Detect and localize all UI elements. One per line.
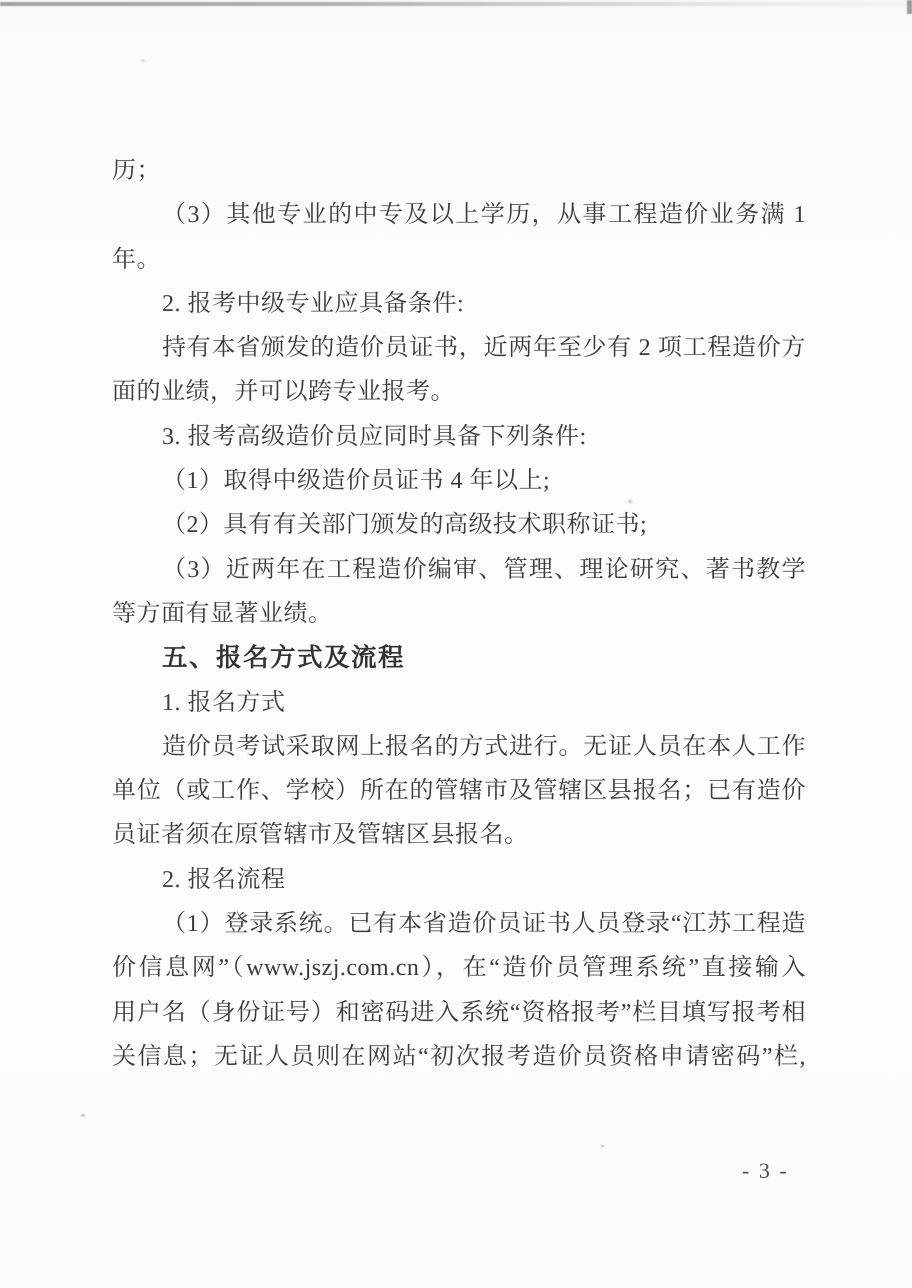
- scan-corner-artifact: [907, 0, 912, 14]
- text-line: 关信息；无证人员则在网站“初次报考造价员资格申请密码”栏,: [112, 1043, 806, 1070]
- text-line: 2. 报考中级专业应具备条件:: [162, 290, 465, 317]
- text-line: 年。: [112, 246, 161, 273]
- text-line: 1. 报名方式: [162, 689, 286, 716]
- text-line: 面的业绩，并可以跨专业报考。: [112, 379, 455, 406]
- document-body-text: [112, 149, 806, 1079]
- text-line: （3）近两年在工程造价编审、管理、理论研究、著书教学: [162, 556, 806, 583]
- text-line: 用户名（身份证号）和密码进入系统“资格报考”栏目填写报考相: [112, 999, 806, 1026]
- page-number: - 3 -: [742, 1158, 789, 1183]
- scan-edge-artifact: [0, 2, 912, 6]
- text-line: （1）取得中级造价员证书 4 年以上;: [162, 468, 551, 495]
- text-line: （1）登录系统。已有本省造价员证书人员登录“江苏工程造: [162, 911, 806, 938]
- text-line: 价信息网”（www.jszj.com.cn），在“造价员管理系统”直接输入: [112, 955, 806, 982]
- text-line: 五、报名方式及流程: [162, 644, 406, 673]
- scan-speck: [600, 1144, 605, 1148]
- text-line: 历；: [112, 158, 161, 184]
- text-line: 单位（或工作、学校）所在的管辖市及管辖区县报名；已有造价: [112, 778, 806, 805]
- text-line: 3. 报考高级造价员应同时具备下列条件:: [162, 423, 587, 450]
- text-line: 等方面有显著业绩。: [112, 600, 333, 627]
- text-line: 造价员考试采取网上报名的方式进行。无证人员在本人工作: [162, 733, 806, 760]
- scan-speck: [80, 1113, 86, 1118]
- text-line: 2. 报名流程: [162, 866, 286, 893]
- text-line: 持有本省颁发的造价员证书，近两年至少有 2 项工程造价方: [162, 335, 806, 362]
- scan-speck: [140, 58, 146, 63]
- text-line: （2）具有有关部门颁发的高级技术职称证书;: [162, 512, 648, 539]
- text-line: （3）其他专业的中专及以上学历，从事工程造价业务满 1: [162, 202, 806, 229]
- text-line: 员证者须在原管辖市及管辖区县报名。: [112, 822, 529, 849]
